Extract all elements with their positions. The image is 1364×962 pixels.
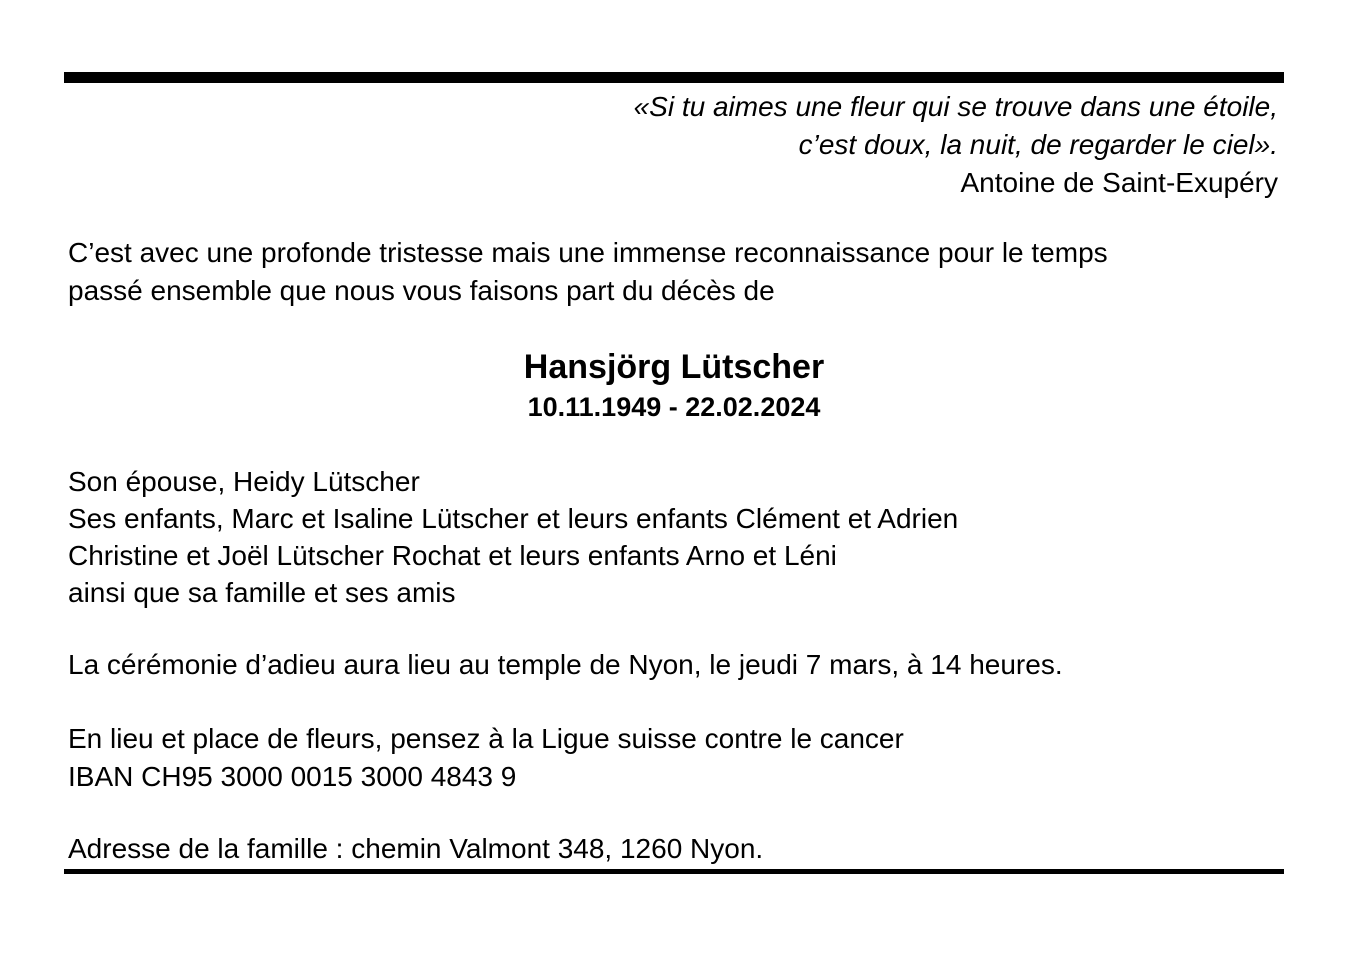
- family-line: Son épouse, Heidy Lütscher: [68, 466, 420, 497]
- quote-line-2: c’est doux, la nuit, de regarder le ciel».: [798, 129, 1278, 160]
- donation-line: En lieu et place de fleurs, pensez à la Ligue suisse contre le cancer: [68, 723, 904, 754]
- family-line: Christine et Joël Lütscher Rochat et leurs enfants Arno et Léni: [68, 540, 837, 571]
- intro-line-2: passé ensemble que nous vous faisons part du décès de: [68, 275, 775, 306]
- family-list: [68, 463, 1298, 611]
- donation-iban: IBAN CH95 3000 0015 3000 4843 9: [68, 761, 517, 792]
- family-line: ainsi que sa famille et ses amis: [68, 577, 456, 608]
- donation-info: [68, 720, 1298, 796]
- deceased-block: [64, 345, 1284, 425]
- family-address: Adresse de la famille : chemin Valmont 348, 1260 Nyon.: [68, 833, 764, 864]
- family-line: Ses enfants, Marc et Isaline Lütscher et leurs enfants Clément et Adrien: [68, 503, 959, 534]
- quote-line-1: «Si tu aimes une fleur qui se trouve dans une étoile,: [633, 91, 1278, 122]
- epigraph-quote: [378, 88, 1278, 202]
- announcement-intro: [68, 234, 1298, 310]
- top-rule: [64, 72, 1284, 83]
- deceased-dates: 10.11.1949 - 22.02.2024: [527, 392, 821, 422]
- bottom-rule: [64, 869, 1284, 874]
- deceased-name: Hansjörg Lütscher: [523, 348, 825, 386]
- quote-author: Antoine de Saint-Exupéry: [960, 167, 1278, 198]
- intro-line-1: C’est avec une profonde tristesse mais une immense reconnaissance pour le temps: [68, 237, 1108, 268]
- ceremony-info: La cérémonie d’adieu aura lieu au temple de Nyon, le jeudi 7 mars, à 14 heures.: [68, 649, 1063, 680]
